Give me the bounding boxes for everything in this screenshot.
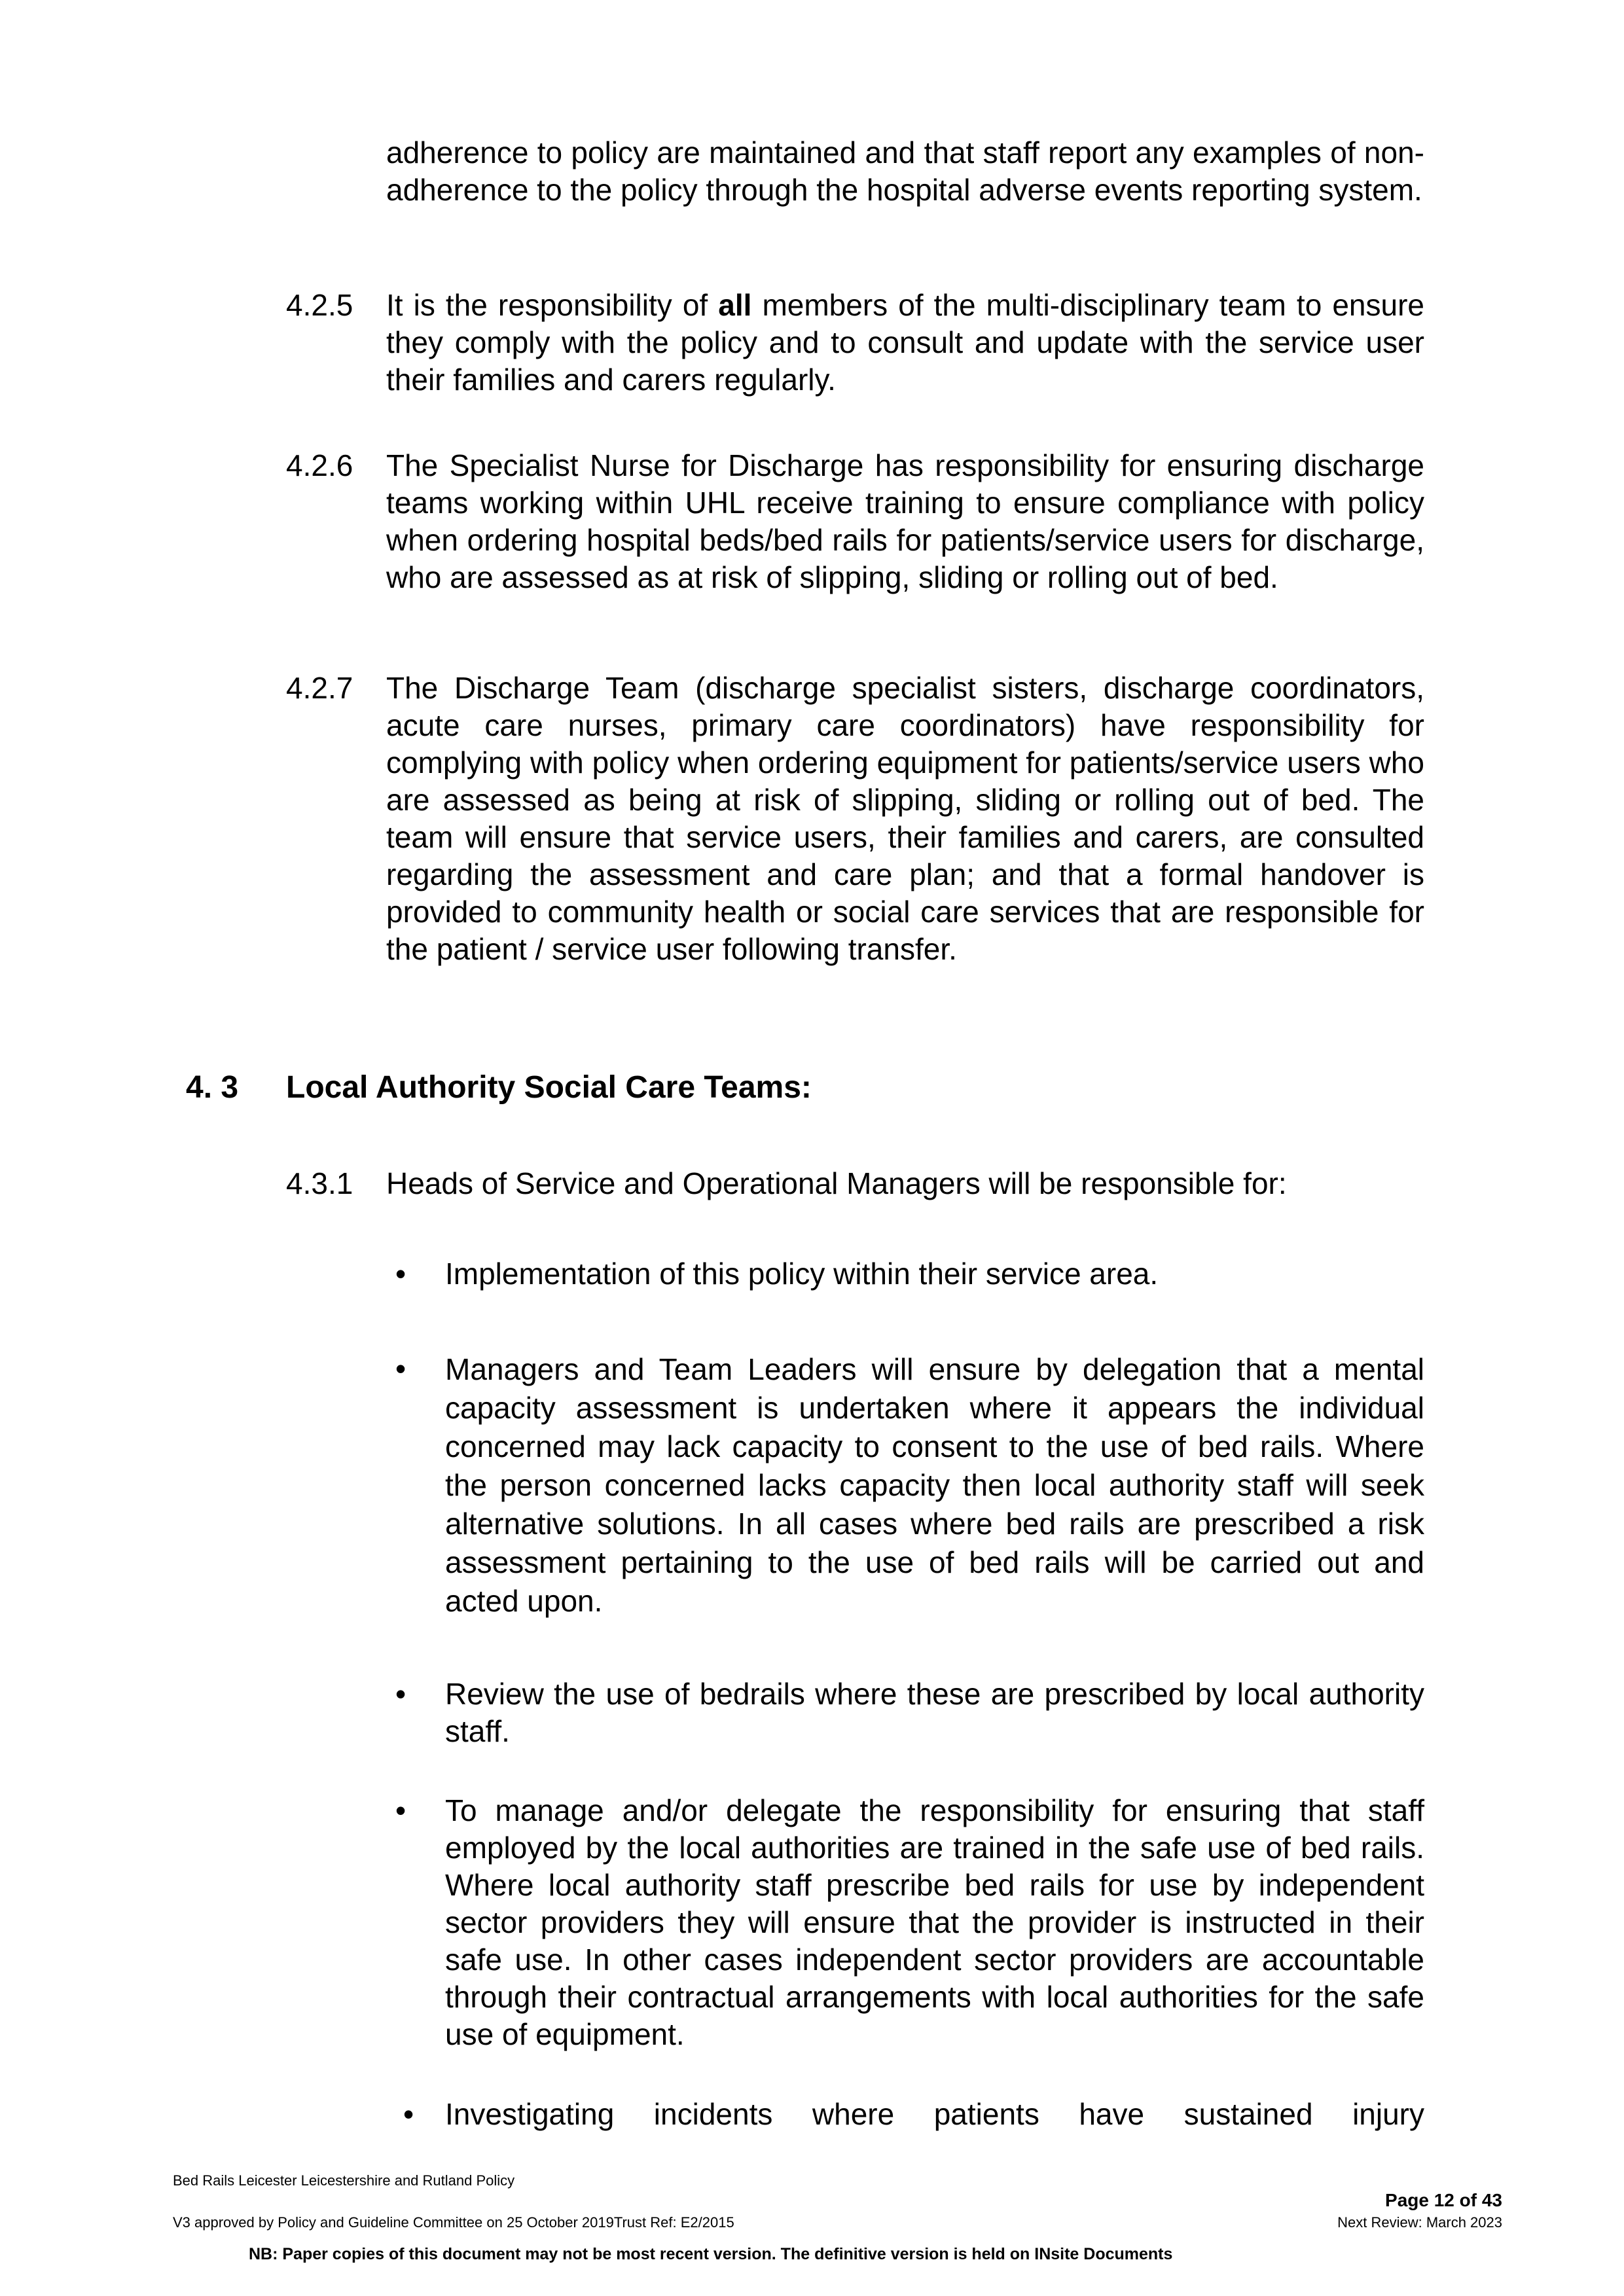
item-text-4-2-5-emphasis: all — [718, 288, 752, 322]
item-number-4-2-7: 4.2.7 — [286, 671, 353, 705]
footer-policy-name: Bed Rails Leicester Leicestershire and Rutland Policy — [173, 2172, 515, 2189]
bullet-glyph: • — [403, 2097, 414, 2131]
item-text-4-2-5-start: It is the responsibility of — [386, 288, 719, 322]
footer-page-number: Page 12 of 43 — [1385, 2190, 1502, 2210]
bullet-item-5: Investigating incidents where patients have sustained injury — [445, 2097, 1424, 2131]
item-number-4-2-6: 4.2.6 — [286, 448, 353, 482]
bullet-item-1: Implementation of this policy within their service area. — [445, 1257, 1159, 1291]
bullet-glyph: • — [395, 1352, 406, 1386]
section-number: 4. 3 — [186, 1070, 239, 1105]
bullet-glyph: • — [395, 1677, 406, 1711]
footer-disclaimer: NB: Paper copies of this document may not be most recent version. The definitive version is held on INsite Documents — [249, 2245, 1173, 2263]
item-text-4-2-6: The Specialist Nurse for Discharge has responsibility for ensuring discharge teams working within UHL receive training to ensure compliance with policy when ordering hospital beds/bed rails for patients/service users for discharge, who are assessed as at risk of slipping, sliding or rolling out of bed. — [386, 448, 1424, 594]
item-text-4-3-1: Heads of Service and Operational Managers will be responsible for: — [386, 1166, 1287, 1200]
section-title: Local Authority Social Care Teams: — [286, 1070, 812, 1105]
bullet-item-3: Review the use of bedrails where these are prescribed by local authority staff. — [445, 1677, 1424, 1748]
item-text-4-2-5 — [386, 287, 1424, 399]
item-text-4-2-7: The Discharge Team (discharge specialist sisters, discharge coordinators, acute care nurses, primary care coordinators) have responsibility for complying with policy when ordering equipment for patients/service users who are assessed as being at risk of slipping, sliding or rolling out of bed. The team will ensure that service users, their families and carers, are consulted regarding the assessment and care plan; and that a formal handover is provided to community health or social care services that are responsible for the patient / service user following transfer. — [386, 671, 1424, 966]
item-number-4-3-1: 4.3.1 — [286, 1166, 353, 1200]
bullet-glyph: • — [395, 1257, 406, 1291]
footer-next-review: Next Review: March 2023 — [1337, 2214, 1502, 2231]
bullet-item-4: To manage and/or delegate the responsibility for ensuring that staff employed by the local authorities are trained in the safe use of bed rails. Where local authority staff prescribe bed rails for use by independent sector providers they will ensure that the provider is instructed in their safe use. In other cases independent sector providers are accountable through their contractual arrangements with local authorities for the safe use of equipment. — [445, 1793, 1424, 2051]
bullet-item-2: Managers and Team Leaders will ensure by delegation that a mental capacity assessment is undertaken where it appears the individual concerned may lack capacity to consent to the use of bed rails. Where the person concerned lacks capacity then local authority staff will seek alternative solutions. In all cases where bed rails are prescribed a risk assessment pertaining to the use of bed rails will be carried out and acted upon. — [445, 1352, 1424, 1618]
continuation-paragraph: adherence to policy are maintained and that staff report any examples of non-adherence to the policy through the hospital adverse events reporting system. — [386, 135, 1424, 207]
footer-approval: V3 approved by Policy and Guideline Committee on 25 October 2019Trust Ref: E2/2015 — [173, 2214, 734, 2231]
item-number-4-2-5: 4.2.5 — [286, 288, 353, 322]
item-text-4-2-5-end: members of the multi-disciplinary team to ensure they comply with the policy and to consult and update with the service user their families and carers regularly. — [386, 288, 1424, 397]
bullet-glyph: • — [395, 1793, 406, 1827]
